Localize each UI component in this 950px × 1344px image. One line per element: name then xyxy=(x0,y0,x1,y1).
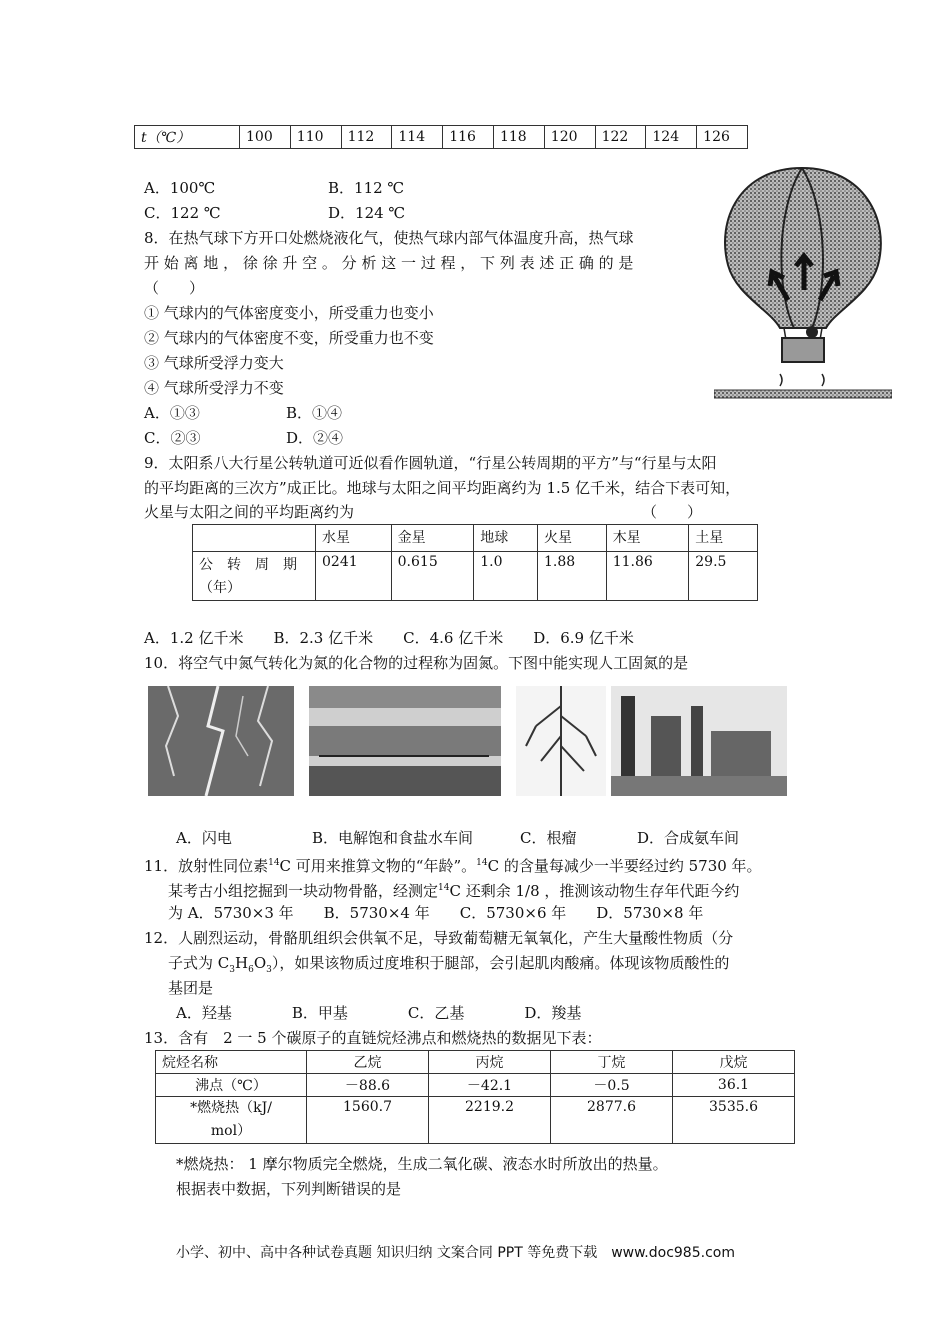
q11-stem-line1: 11．放射性同位素$^{14}$C 可用来推算文物的“年龄”。$^{14}$C 的含量每减少一半要经过约 5730 年。 xyxy=(144,857,762,875)
q10-stem: 10．将空气中氮气转化为氮的化合物的过程称为固氮。下图中能实现人工固氮的是 xyxy=(144,654,689,672)
q12-options: A．羟基 B．甲基 C．乙基 D．羧基 xyxy=(176,1004,582,1022)
q7-option-a: A．100℃ xyxy=(144,179,216,197)
q8-statement-1: ① 气球内的气体密度变小，所受重力也变小 xyxy=(144,304,434,322)
table-header-cell: 土星 xyxy=(689,525,758,552)
table-cell: 1.0 xyxy=(474,552,538,601)
alkane-table xyxy=(155,1050,795,1144)
q7-option-b: B．112 ℃ xyxy=(328,179,405,197)
q8-statement-3: ③ 气球所受浮力变大 xyxy=(144,354,284,372)
page-footer: 小学、初中、高中各种试卷真题 知识归纳 文案合同 PPT 等免费下载 www.doc985.com xyxy=(176,1245,735,1261)
table-cell: 3535.6 xyxy=(673,1097,795,1144)
hot-air-balloon-image xyxy=(714,160,892,404)
q12-stem-line3: 基团是 xyxy=(168,979,214,997)
table-cell: 110 xyxy=(290,126,341,149)
table-row-label xyxy=(156,1097,307,1144)
table-cell: －0.5 xyxy=(551,1074,673,1097)
table-header-cell: 地球 xyxy=(474,525,538,552)
electrolysis-workshop-image xyxy=(309,686,501,796)
table-header-cell: 水星 xyxy=(316,525,392,552)
table-cell: 112 xyxy=(341,126,392,149)
table-row xyxy=(156,1097,795,1144)
table-cell: 0.615 xyxy=(391,552,474,601)
q8-statement-2: ② 气球内的气体密度不变，所受重力也不变 xyxy=(144,329,434,347)
q9-options: A．1.2 亿千米 B．2.3 亿千米 C．4.6 亿千米 D．6.9 亿千米 xyxy=(144,629,634,647)
table-cell: 36.1 xyxy=(673,1074,795,1097)
table-cell: 120 xyxy=(544,126,595,149)
table-cell: 116 xyxy=(443,126,494,149)
row-label-line2: mol） xyxy=(210,1123,252,1139)
table-header-cell: 戊烷 xyxy=(673,1051,795,1074)
q12-stem-line1: 12．人剧烈运动，骨骼肌组织会供氧不足，导致葡萄糖无氧氧化，产生大量酸性物质（分 xyxy=(144,929,734,947)
table-header-cell: 烷烃名称 xyxy=(156,1051,307,1074)
table-cell: 114 xyxy=(392,126,443,149)
table-row-label: 沸点（℃） xyxy=(156,1074,307,1097)
table-cell: 1.88 xyxy=(537,552,606,601)
table-header-cell: 火星 xyxy=(537,525,606,552)
row-label-line1: 公 转 周 期 xyxy=(199,557,297,573)
table-header-cell: 金星 xyxy=(391,525,474,552)
table-header-cell: 乙烷 xyxy=(307,1051,429,1074)
q7-option-d: D．124 ℃ xyxy=(328,204,406,222)
q9-stem-line3: 火星与太阳之间的平均距离约为 xyxy=(144,503,355,521)
table-cell: 100 xyxy=(240,126,291,149)
table-header-cell xyxy=(193,525,316,552)
q12-stem-line2: 子式为 $C_3H_6O_3$），如果该物质过度堆积于腿部，会引起肌肉酸痛。体现该物质酸性的 xyxy=(168,954,730,975)
q10-option-c: C．根瘤 xyxy=(520,829,577,847)
q13-stem: 13．含有 2 一 5 个碳原子的直链烷烃沸点和燃烧热的数据见下表： xyxy=(144,1029,602,1047)
table-row xyxy=(156,1074,795,1097)
table-cell: 122 xyxy=(595,126,646,149)
table-header-cell: 丁烷 xyxy=(551,1051,673,1074)
q9-stem-line1: 9．太阳系八大行星公转轨道可近似看作圆轨道，“行星公转周期的平方”与“行星与太阳 xyxy=(144,454,717,472)
row-label-line2: （年） xyxy=(199,580,241,596)
q13-question: 根据表中数据，下列判断错误的是 xyxy=(176,1180,402,1198)
q8-statement-4: ④ 气球所受浮力不变 xyxy=(144,379,284,397)
table-row xyxy=(193,552,758,601)
q9-answer-bracket: （ ） xyxy=(642,503,703,521)
q11-stem-line2: 某考古小组挖掘到一块动物骨骼，经测定$^{14}$C 还剩余 1/8 ，推测该动物生存年代距今约 xyxy=(168,882,740,900)
table-cell: 2877.6 xyxy=(551,1097,673,1144)
q10-option-d: D．合成氨车间 xyxy=(637,829,740,847)
planet-period-table xyxy=(192,524,758,601)
table-cell: 1560.7 xyxy=(307,1097,429,1144)
table-cell: 118 xyxy=(493,126,544,149)
table-cell: 0241 xyxy=(316,552,392,601)
table-row xyxy=(156,1051,795,1074)
lightning-image xyxy=(148,686,294,796)
table-cell: 2219.2 xyxy=(429,1097,551,1144)
q10-option-a: A．闪电 xyxy=(176,829,232,847)
q8-stem-line1: 8．在热气球下方开口处燃烧液化气，使热气球内部气体温度升高，热气球 xyxy=(144,229,634,247)
q8-stem-line2: 开 始 离 地 ， 徐 徐 升 空 。 分 析 这 一 过 程 ， 下 列 表 述 正 确 的 是 xyxy=(144,254,634,272)
table-row xyxy=(193,525,758,552)
table-cell: －88.6 xyxy=(307,1074,429,1097)
q10-option-b: B．电解饱和食盐水车间 xyxy=(312,829,474,847)
ammonia-plant-image xyxy=(611,686,787,796)
table-header-cell: t（℃） xyxy=(135,126,240,149)
table-row-label xyxy=(193,552,316,601)
q8-option-c: C．②③ xyxy=(144,429,201,447)
table-row xyxy=(135,126,748,149)
root-nodules-image xyxy=(516,686,606,796)
q13-note: *燃烧热： 1 摩尔物质完全燃烧，生成二氧化碳、液态水时所放出的热量。 xyxy=(176,1155,668,1173)
q8-option-a: A．①③ xyxy=(144,404,200,422)
row-label-line1: *燃烧热（kJ/ xyxy=(190,1100,272,1116)
q8-option-d: D．②④ xyxy=(286,429,344,447)
table-header-cell: 丙烷 xyxy=(429,1051,551,1074)
q8-option-b: B．①④ xyxy=(286,404,343,422)
q9-stem-line2: 的平均距离的三次方”成正比。地球与太阳之间平均距离约为 1.5 亿千米，结合下表可知， xyxy=(144,479,741,497)
table-cell: 124 xyxy=(646,126,697,149)
table-cell: 126 xyxy=(697,126,748,149)
table-cell: 11.86 xyxy=(606,552,689,601)
q8-answer-bracket: （ ） xyxy=(144,279,205,297)
temperature-table xyxy=(134,125,748,149)
q7-option-c: C．122 ℃ xyxy=(144,204,221,222)
table-cell: 29.5 xyxy=(689,552,758,601)
q11-options: 为 A．5730×3 年 B．5730×4 年 C．5730×6 年 D．5730×8 年 xyxy=(168,904,704,922)
table-header-cell: 木星 xyxy=(606,525,689,552)
table-cell: －42.1 xyxy=(429,1074,551,1097)
